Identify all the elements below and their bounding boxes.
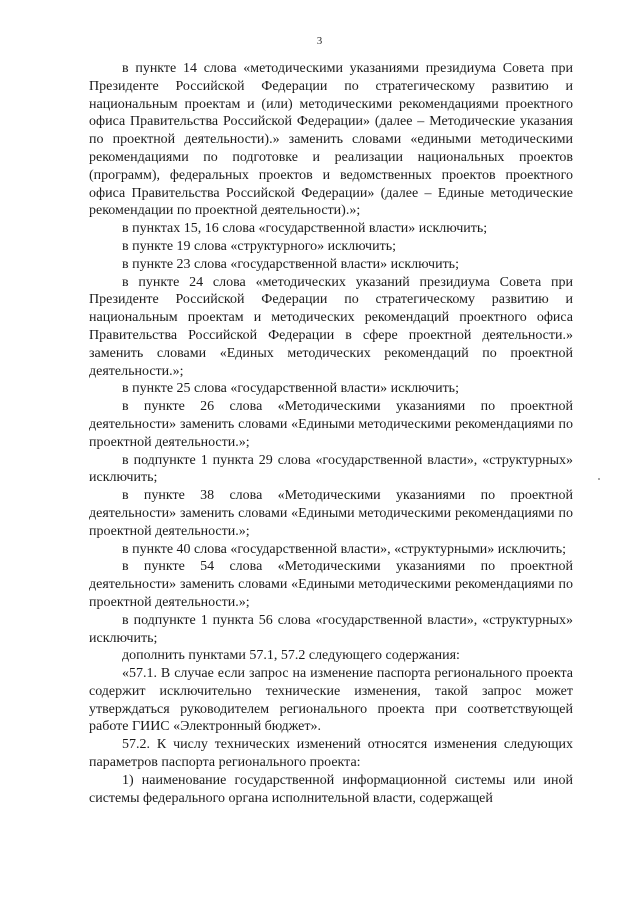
paragraph: в пункте 40 слова «государственной власти», «структурными» исключить; — [122, 541, 567, 557]
paragraph: в подпункте 1 пункта 56 слова «государственной власти», «структурных» исключить; — [89, 612, 573, 646]
document-body — [89, 60, 573, 807]
paragraph: дополнить пунктами 57.1, 57.2 следующего содержания: — [122, 648, 460, 664]
paragraph: в пунктах 15, 16 слова «государственной власти» исключить; — [122, 221, 488, 237]
paragraph: 1) наименование государственной информационной системы или иной системы федерального органа исполнительной власти, содержащей — [89, 772, 573, 806]
paragraph: в пункте 24 слова «методических указаний президиума Совета при Президенте Российской Федерации по стратегическому развитию и национальным проектам и методических рекомендаций проектного офиса Правительства Российской Федерации в сфере проектной деятельности.» заменить словами «Единых методических рекомендаций по проектной деятельности.»; — [89, 274, 573, 379]
paragraph: в пункте 54 слова «Методическими указаниями по проектной деятельности» заменить словами «Едиными методическими рекомендациями по проектной деятельности.»; — [89, 559, 573, 610]
paragraph: в пункте 14 слова «методическими указаниями президиума Совета при Президенте Российской Федерации по стратегическому развитию и национальным проектам и (или) методическими рекомендациями проектного офиса Правительства Российской Федерации» (далее – Методические указания по проектной деятельности).» заменить словами «едиными методическими рекомендациями по подготовке и реализации национальных проектов (программ), федеральных проектов и ведомственных проектов проектного офиса Правительства Российской Федерации» (далее – Единые методические рекомендации по проектной деятельности).»; — [89, 61, 573, 219]
paragraph: в пункте 19 слова «структурного» исключить; — [122, 238, 396, 254]
paragraph: в пункте 25 слова «государственной власти» исключить; — [122, 381, 459, 397]
paragraph: 57.2. К числу технических изменений относятся изменения следующих параметров паспорта регионального проекта: — [89, 737, 573, 771]
paragraph: в подпункте 1 пункта 29 слова «государственной власти», «структурных» исключить; — [89, 452, 573, 486]
page-number: 3 — [316, 35, 323, 47]
paragraph: «57.1. В случае если запрос на изменение паспорта регионального проекта содержит исключительно технические изменения, такой запрос может утверждаться руководителем регионального проекта при соответствующей работе ГИИС «Электронный бюджет». — [89, 666, 573, 735]
scan-speck — [598, 478, 600, 480]
paragraph: в пункте 38 слова «Методическими указаниями по проектной деятельности» заменить словами «Едиными методическими рекомендациями по проектной деятельности.»; — [89, 488, 573, 539]
paragraph: в пункте 26 слова «Методическими указаниями по проектной деятельности» заменить словами «Едиными методическими рекомендациями по проектной деятельности.»; — [89, 399, 573, 450]
paragraph: в пункте 23 слова «государственной власти» исключить; — [122, 256, 459, 272]
